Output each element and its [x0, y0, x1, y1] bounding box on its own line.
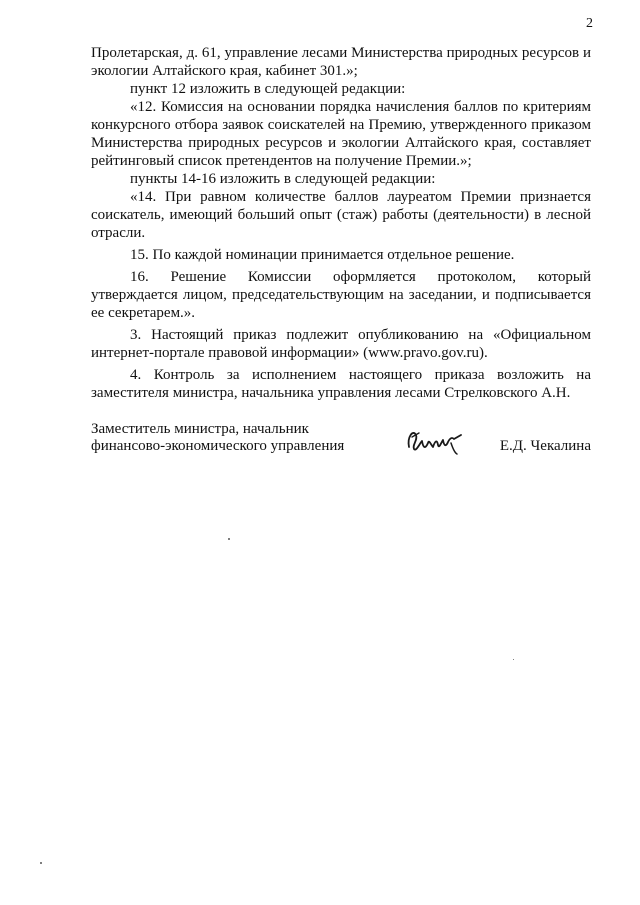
paragraph-clause-12-intro: пункт 12 изложить в следующей редакции: — [130, 81, 406, 97]
signatory-title — [91, 421, 391, 455]
signatory-title-line-2: финансово-экономического управления — [91, 438, 345, 454]
scan-speck — [513, 659, 514, 660]
signatory-title-line-1: Заместитель министра, начальник — [91, 421, 309, 437]
document-body — [91, 44, 591, 402]
paragraph-item-4: 4. Контроль за исполнением настоящего приказа возложить на заместителя министра, начальника управления лесами Стрелковского А.Н. — [91, 367, 591, 401]
scan-speck — [40, 862, 42, 864]
page-number: 2 — [586, 16, 593, 31]
paragraph-clause-12: «12. Комиссия на основании порядка начисления баллов по критериям конкурсного отбора заявок соискателей на Премию, утвержденного приказом Министерства природных ресурсов и экологии Алтайского края, составляет рейтинговый список претендентов на получение Премии.»; — [91, 99, 591, 169]
handwritten-signature-icon — [403, 423, 467, 457]
paragraph-address-continuation: Пролетарская, д. 61, управление лесами Министерства природных ресурсов и экологии Алтайского края, кабинет 301.»; — [91, 45, 591, 79]
paragraph-clause-16: 16. Решение Комиссии оформляется протоколом, который утверждается лицом, председательствующим на заседании, и подписывается ее секретарем.». — [91, 269, 591, 321]
paragraph-clauses-14-16-intro: пункты 14-16 изложить в следующей редакции: — [130, 171, 436, 187]
scan-speck — [228, 538, 230, 540]
signatory-name: Е.Д. Чекалина — [499, 438, 591, 454]
signature-block — [91, 421, 591, 461]
paragraph-clause-15: 15. По каждой номинации принимается отдельное решение. — [130, 247, 515, 263]
paragraph-item-3: 3. Настоящий приказ подлежит опубликованию на «Официальном интернет-портале правовой информации» (www.pravo.gov.ru). — [91, 327, 591, 361]
paragraph-clause-14: «14. При равном количестве баллов лауреатом Премии признается соискатель, имеющий больший опыт (стаж) работы (деятельности) в лесной отрасли. — [91, 189, 591, 241]
